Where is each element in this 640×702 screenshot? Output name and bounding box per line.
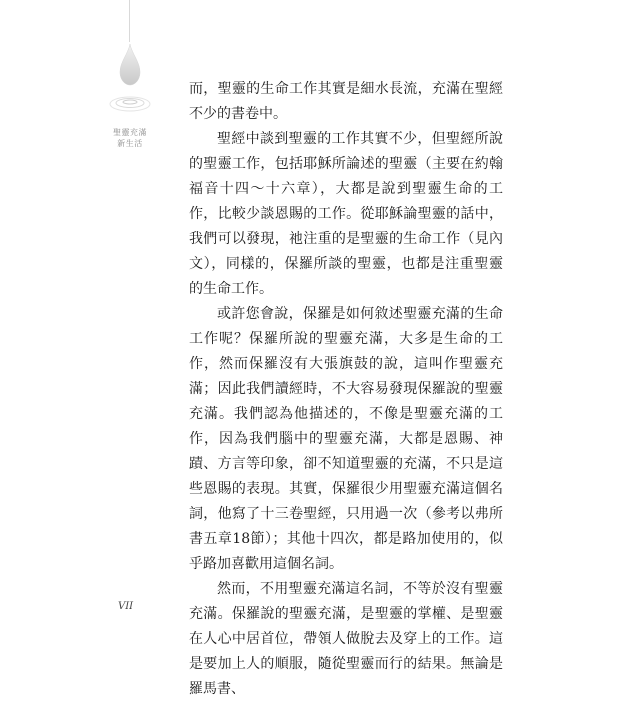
water-drop-icon [108, 40, 152, 126]
paragraph-3: 或許您會說，保羅是如何敘述聖靈充滿的生命工作呢？保羅所說的聖靈充滿，大多是生命的工作，然而保羅沒有大張旗鼓的說，這叫作聖靈充滿；因此我們讀經時，不大容易發現保羅說的聖靈充滿。我們認為他描述的，不像是聖靈充滿的工作，因為我們腦中的聖靈充滿，大都是恩賜、神蹟、方言等印象，卻不知道聖靈的充滿，不只是這些恩賜的表現。其實，保羅很少用聖靈充滿這個名詞，他寫了十三卷聖經，只用過一次（參考以弗所書五章18節）；其他十四次，都是路加使用的，似乎路加喜歡用這個名詞。 [189, 306, 503, 572]
paragraph-4: 然而，不用聖靈充滿這名詞，不等於沒有聖靈充滿。保羅說的聖靈充滿，是聖靈的掌權、是聖靈在人心中居首位，帶領人做脫去及穿上的工作。這是要加上人的順服，隨從聖靈而行的結果。無論是羅馬書、 [189, 581, 503, 697]
main-text-body [189, 77, 503, 702]
paragraph-2: 聖經中談到聖靈的工作其實不少，但聖經所說的聖靈工作，包括耶穌所論述的聖靈（主要在約翰福音十四～十六章），大都是說到聖靈生命的工作，比較少談恩賜的工作。從耶穌論聖靈的話中，我們可以發現，祂注重的是聖靈的生命工作（見內文），同樣的，保羅所談的聖靈，也都是注重聖靈的生命工作。 [189, 131, 503, 297]
paragraph-1: 而，聖靈的生命工作其實是細水長流，充滿在聖經不少的書卷中。 [189, 81, 503, 122]
sidebar-title-line2: 新生活 [117, 139, 143, 148]
drop-thread-line [129, 0, 130, 42]
sidebar-decoration [108, 0, 152, 160]
sidebar-book-title [100, 127, 160, 149]
page-number: VII [118, 601, 134, 612]
sidebar-title-line1: 聖靈充滿 [113, 128, 147, 137]
